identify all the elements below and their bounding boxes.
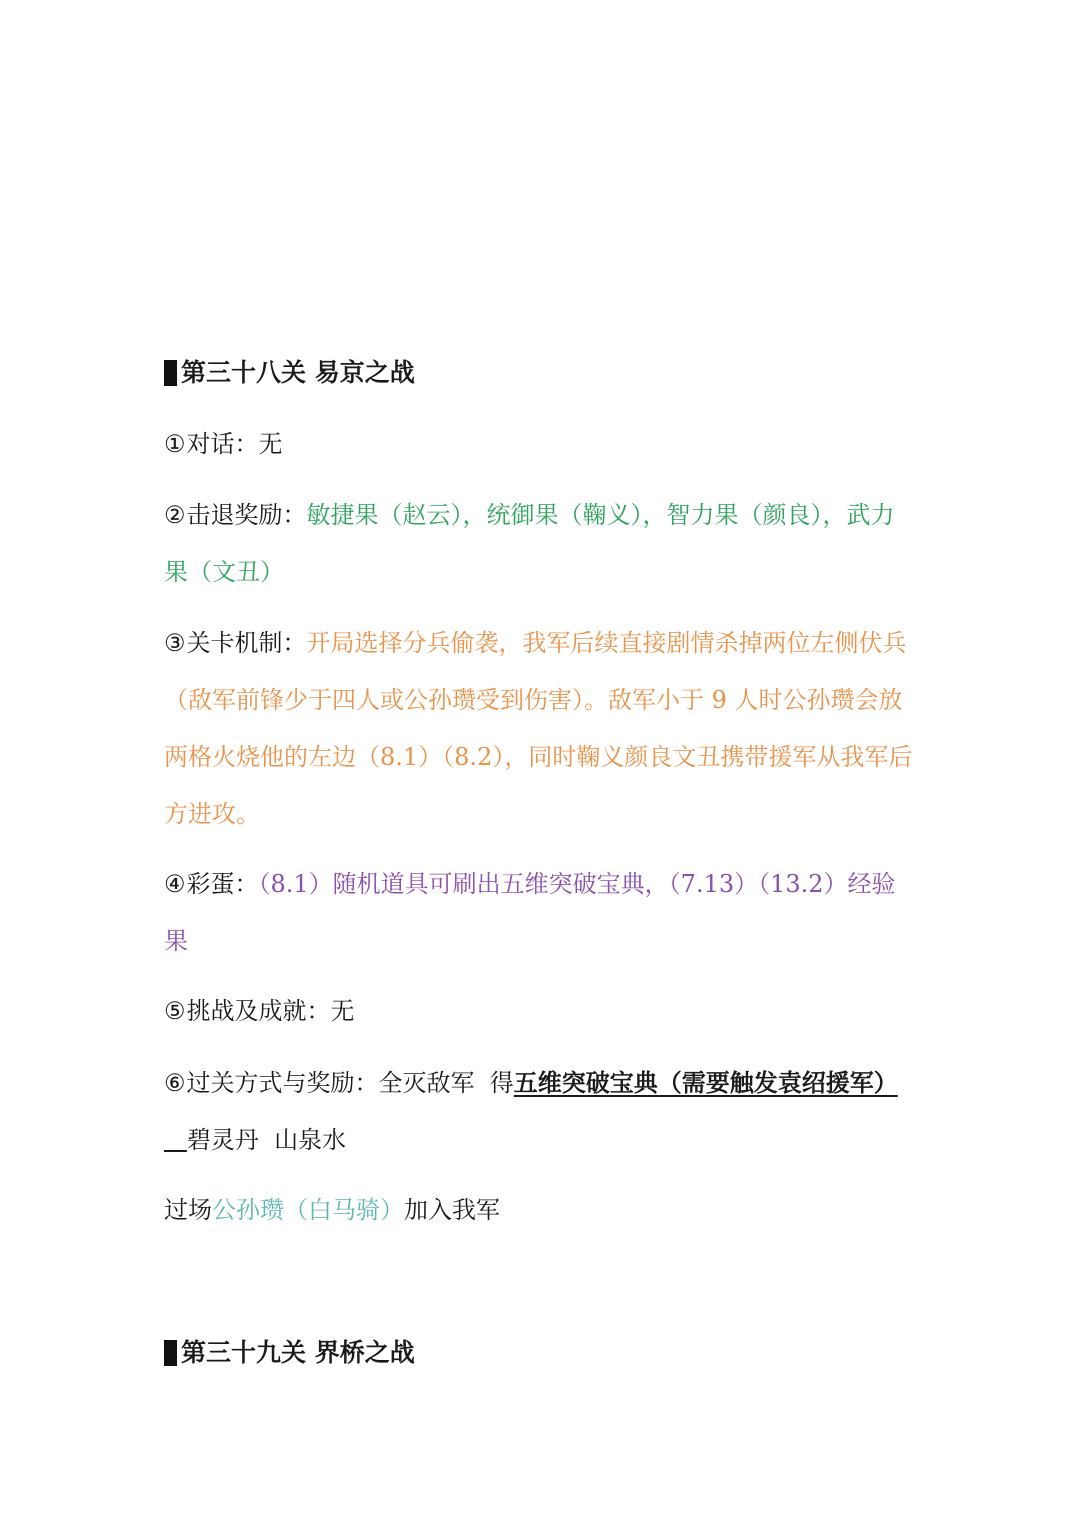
section-title-39: 第三十九关 界桥之战	[181, 1338, 415, 1367]
cutscene-label: 过场	[164, 1196, 212, 1224]
challenge-label: 挑战及成就：	[186, 997, 331, 1025]
reward-label: 击退奖励：	[186, 501, 307, 529]
easter-egg-label: 彩蛋：	[186, 870, 259, 898]
clear-text-2: 碧灵丹 山泉水	[186, 1126, 347, 1154]
section-title-38: 第三十八关 易京之战	[181, 358, 415, 387]
item-challenge	[164, 983, 916, 1040]
circled-number-5: ⑤	[164, 997, 186, 1025]
item-easter-egg	[164, 856, 916, 970]
item-mechanic	[164, 615, 916, 843]
circled-number-6: ⑥	[164, 1069, 186, 1097]
section-heading-38	[164, 356, 415, 390]
mechanic-label: 关卡机制：	[186, 629, 307, 657]
clear-label: 过关方式与奖励：	[186, 1069, 379, 1097]
clear-highlight: 五维突破宝典（需要触发袁绍援军）	[513, 1068, 898, 1097]
cutscene-suffix: 加入我军	[404, 1196, 500, 1224]
item-cutscene	[164, 1182, 916, 1239]
item-reward	[164, 487, 916, 601]
circled-number-1: ①	[164, 430, 186, 458]
challenge-value: 无	[330, 997, 355, 1025]
circled-number-4: ④	[164, 870, 186, 898]
clear-spacer	[164, 1126, 187, 1154]
circled-number-2: ②	[164, 501, 186, 529]
easter-egg-value: （8.1）随机道具可刷出五维突破宝典，（7.13）（13.2）经验果	[164, 870, 896, 955]
dialog-label: 对话：	[186, 430, 259, 458]
square-bullet-icon	[164, 360, 177, 386]
mechanic-value: 开局选择分兵偷袭，我军后续直接剧情杀掉两位左侧伏兵（敌军前锋少于四人或公孙瓒受到伤害）。敌军小于 9 人时公孙瓒会放两格火烧他的左边（8.1）（8.2），同时鞠义颜良文丑携带援军从我军后方进攻。	[164, 629, 913, 828]
dialog-value: 无	[258, 430, 283, 458]
square-bullet-icon	[164, 1340, 177, 1366]
cutscene-highlight: 公孙瓒（白马骑）	[212, 1196, 404, 1224]
reward-value: 敏捷果（赵云），统御果（鞠义），智力果（颜良），武力果（文丑）	[164, 501, 895, 586]
item-dialog	[164, 416, 916, 473]
circled-number-3: ③	[164, 629, 186, 657]
clear-text-1: 全灭敌军 得	[378, 1069, 514, 1097]
item-clear-reward	[164, 1054, 916, 1169]
section-heading-39	[164, 1336, 415, 1370]
document-page	[164, 0, 924, 1528]
